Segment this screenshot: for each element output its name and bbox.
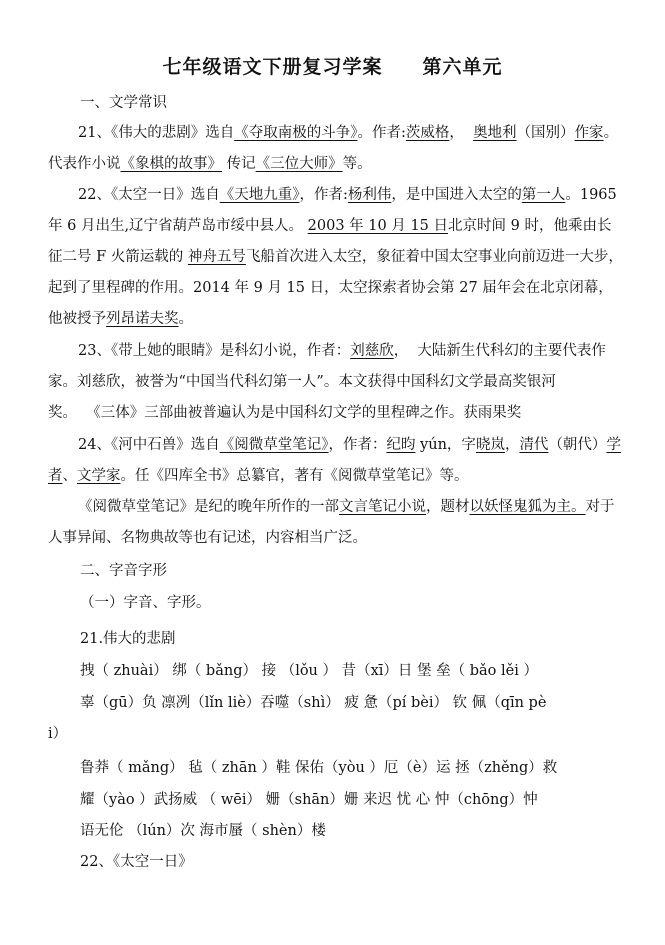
paragraph-23: 23、《带上她的眼睛》是科幻小说，作者：刘慈欣， 大陆新生代科幻的主要代表作家。刘慈欣，被誉为“中国当代科幻第一人”。本文获得中国科幻文学最高奖银河奖。 《三体》三部曲被普遍认为是中国科幻文学的里程碑之作。获雨果奖	[48, 343, 606, 421]
vocab-line-5: 语无伦 （lún）次 海市蜃（ shèn）楼	[80, 823, 326, 839]
group-heading-22: 22、《太空一日》	[80, 854, 193, 870]
paragraph-24: 24、《河中石兽》选自《阅微草堂笔记》，作者：纪昀 yún，字晓岚，清代（朝代）学者、文学家。任《四库全书》总纂官，著有《阅微草堂笔记》等。	[48, 437, 621, 484]
subsection-heading: （一）字音、字形。	[80, 595, 211, 611]
vocab-line-2-wrap: i）	[48, 726, 68, 742]
title-main: 七年级语文下册复习学案	[162, 56, 383, 78]
group-heading-21: 21.伟大的悲剧	[80, 631, 176, 647]
page-title	[0, 52, 665, 79]
paragraph-21: 21、《伟大的悲剧》选自《夺取南极的斗争》。作者:茨威格， 奥地利（国别）作家。代表作小说《象棋的故事》 传记《三位大师》等。	[48, 125, 619, 172]
vocab-line-1: 拽（ zhuài） 绑（ bǎng） 接 （lǒu ） 昔（xī）日 堡 垒（ bǎo lěi ）	[80, 663, 538, 679]
vocab-line-4: 耀（yào ）武扬威 （ wēi） 姗（shān）姗 来迟 忧 心 忡（chōng）忡	[80, 792, 538, 808]
vocab-line-3: 鲁莽（ mǎng） 毡（ zhān ）鞋 保佑（yòu ）厄（è）运 拯（zhěng）救	[80, 760, 558, 776]
section-heading-pronunciation: 二、字音字形	[80, 563, 167, 579]
section-heading-literary: 一、文学常识	[80, 95, 167, 111]
paragraph-22: 22、《太空一日》选自《天地九重》，作者:杨利伟，是中国进入太空的第一人。1965 年 6 月出生,辽宁省葫芦岛市绥中县人。 2003 年 10 月 15 日北京时间 9 时，他乘由长征二号 F 火箭运载的 神舟五号飞船首次进入太空，象征着中国太空事业向前迈进一大步，起到了里程碑的作用。2014 年 9 月 15 日，太空探索者协会第 27 届年会在北京闭幕，他被授予列昂诺夫奖。	[48, 187, 623, 327]
vocab-line-2: 辜（gū）负 凛冽（lǐn liè）吞噬（shì） 疲 惫（pí bèi） 钦 佩（qīn pè	[80, 695, 547, 711]
title-unit: 第六单元	[422, 56, 503, 78]
paragraph-24-notes: 《阅微草堂笔记》是纪的晚年所作的一部文言笔记小说，题材以妖怪鬼狐为主。对于人事异闻、名物典故等也有记述，内容相当广泛。	[48, 499, 615, 546]
